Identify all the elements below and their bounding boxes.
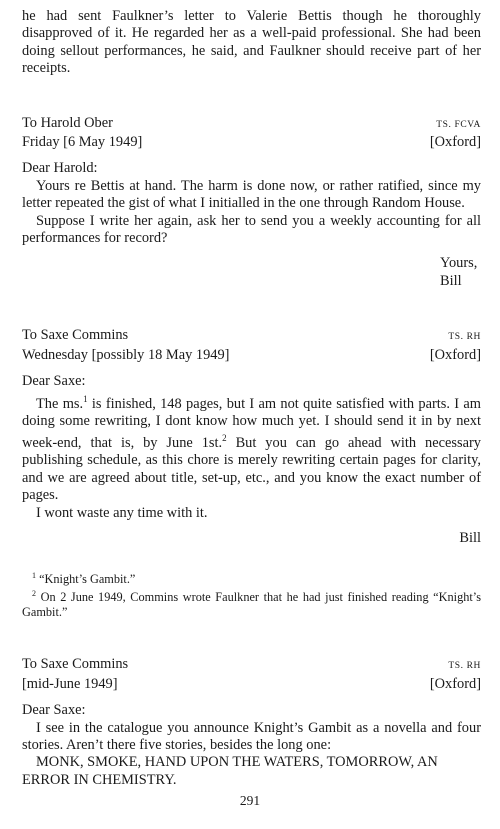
recipient: To Saxe Commins <box>22 327 129 344</box>
footnote-ref: 2 <box>222 433 227 444</box>
letter-paragraph: Suppose I write her again, ask her to send you a weekly accounting for all performances for record? <box>22 212 481 247</box>
letter-date-row <box>22 676 481 693</box>
letter-date: Wednesday [possibly 18 May 1949] <box>22 346 230 363</box>
salutation: Dear Saxe: <box>22 702 86 719</box>
signature: Bill <box>440 272 462 289</box>
source-code: TS. RH <box>448 332 481 343</box>
salutation: Dear Saxe: <box>22 373 86 390</box>
signature: Bill <box>459 529 481 546</box>
footnotes <box>22 569 481 619</box>
closing: Yours, <box>440 255 478 272</box>
letter-header-row <box>22 327 481 346</box>
letter-paragraph: I see in the catalogue you announce Knight’s Gambit as a novella and four stories. Aren’t there five stories, besides the long one: <box>22 719 481 753</box>
letter-date-row <box>22 134 481 151</box>
recipient: To Harold Ober <box>22 114 113 131</box>
page-number: 291 <box>239 793 261 808</box>
letter-paragraph: I wont waste any time with it. <box>36 504 208 521</box>
letter-paragraph: Yours re Bettis at hand. The harm is done now, or rather ratified, since my letter repeated the gist of what I initialled in the one through Random House. <box>22 177 481 212</box>
letter-header-row <box>22 656 481 675</box>
letter-place: [Oxford] <box>429 675 481 692</box>
letter-place: [Oxford] <box>429 134 481 151</box>
source-code: TS. RH <box>448 661 481 672</box>
intro-paragraph: he had sent Faulkner’s letter to Valerie Bettis though he thoroughly disapproved of it. He regarded her as a well-paid professional. She had been doing sellout performances, he said, and Faulkner should receive part of her receipts. <box>22 8 481 77</box>
letter-date-row <box>22 347 481 364</box>
closing-block <box>22 255 481 290</box>
footnote-ref: 1 <box>83 393 88 404</box>
letter-paragraph: The ms.$^1$ is finished, 148 pages, but I am not quite satisfied with parts. I am doing some rewriting, I dont know how much yet. I should send it in by next week-end, that is, by June 1st.$^2$ But you can go ahead with necessary publishing schedule, as this chore is merely rewriting certain pages for clarity, and we are agreed about title, set-up, etc., and you know the exact number of pages. <box>22 393 481 504</box>
source-code: TS. FCVA <box>436 119 481 130</box>
letter-date: [mid-June 1949] <box>22 675 118 692</box>
recipient: To Saxe Commins <box>22 656 129 673</box>
letter-to-harold-ober <box>22 115 481 291</box>
letter-header-row <box>22 115 481 134</box>
book-page <box>22 8 481 789</box>
letter-to-saxe-commins-may <box>22 327 481 619</box>
footnote: $^1$ “Knight’s Gambit.” <box>32 571 136 587</box>
salutation: Dear Harold: <box>22 160 98 177</box>
letter-to-saxe-commins-june <box>22 656 481 789</box>
footnote: $^2$ On 2 June 1949, Commins wrote Faulkner that he had just finished reading “Knight’s Gambit.” <box>22 589 481 619</box>
story-titles: MONK, SMOKE, HAND UPON THE WATERS, TOMORROW, AN ERROR IN CHEMISTRY. <box>22 754 438 788</box>
letter-date: Friday [6 May 1949] <box>22 134 143 151</box>
letter-place: [Oxford] <box>429 346 481 363</box>
